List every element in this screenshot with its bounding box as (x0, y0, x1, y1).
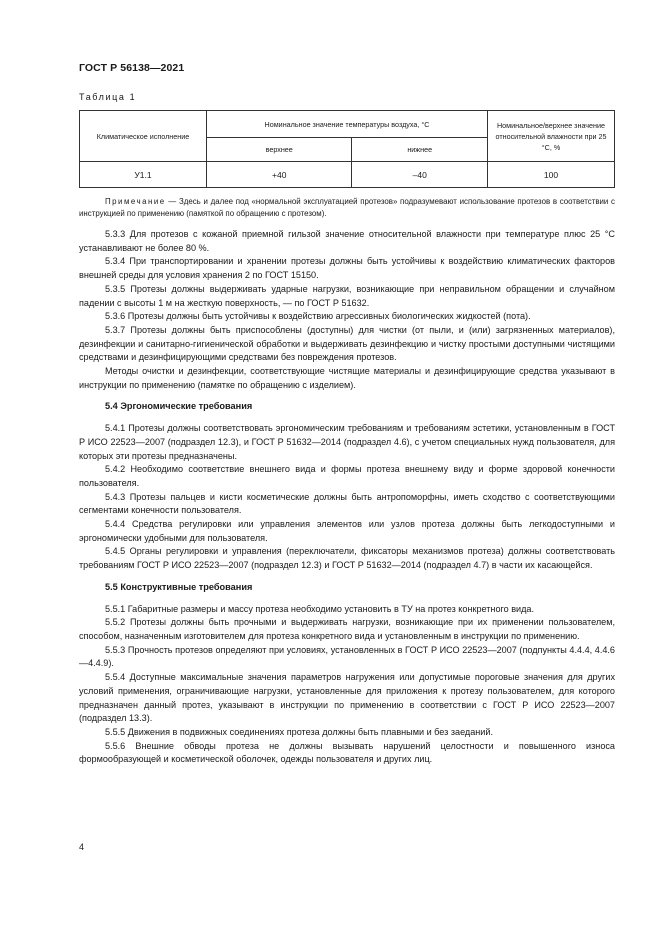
document-title: ГОСТ Р 56138—2021 (79, 62, 185, 74)
cell-climate: У1.1 (80, 162, 207, 188)
paragraph-5-3-4: 5.3.4 При транспортировании и хранении протезы должны быть устойчивы к воздействию климатических факторов внешней среды для условия хранения 2 по ГОСТ 15150. (79, 256, 615, 281)
paragraph-5-4-1: 5.4.1 Протезы должны соответствовать эргономическим требованиям и требованиям эстетики, установленным в ГОСТ Р ИСО 22523—2007 (подраздел 12.3), и ГОСТ Р 51632—2014 (подраздел 4.6), с учетом специальных нужд пользователя, для которых эти протезы предназначены. (79, 423, 615, 461)
section-heading-5-4: 5.4 Эргономические требования (105, 401, 253, 412)
header-climate: Климатическое исполнение (80, 111, 207, 162)
paragraph-5-5-3: 5.5.3 Прочность протезов определяют при условиях, установленных в ГОСТ Р ИСО 22523—2007 (подпункты 4.4.4, 4.4.6—4.4.9). (79, 644, 615, 669)
paragraph-5-3-7: 5.3.7 Протезы должны быть приспособлены (доступны) для чистки (от пыли, и (или) загрязненных материалов), дезинфекции и санитарно-гигиенической обработки и выдерживать дезинфекцию и чистку простыми доступными чистящими средствами и дезинфицирующими средствами без повреждения протезов. (79, 324, 615, 363)
paragraph-5-5-5: 5.5.5 Движения в подвижных соединениях протеза должны быть плавными и без заеданий. (105, 726, 493, 737)
paragraph-5-3-3: 5.3.3 Для протезов с кожаной приемной гильзой значение относительной влажности при температуре плюс 25 °С устанавливают не более 80 %. (79, 229, 615, 253)
paragraph-5-4-2: 5.4.2 Необходимо соответствие внешнего вида и формы протеза внешнему виду и форме здоровой конечности пользователя. (79, 464, 615, 488)
page-number: 4 (79, 842, 85, 852)
cell-upper: +40 (207, 162, 352, 188)
climate-table (79, 110, 615, 188)
paragraph-5-5-4: 5.5.4 Доступные максимальные значения параметров нагружения или допустимые пороговые значения для других условий применения, ограничивающие нагрузки, установленные для приложения к протезу пользователем, для которого предназначен данный протез, указывают в инструкции по применению в соответствии с ГОСТ Р ИСО 22523—2007 (подраздел 13.3). (79, 672, 615, 724)
paragraph-5-4-5: 5.4.5 Органы регулировки и управления (переключатели, фиксаторы механизмов протеза) должны соответствовать требованиям ГОСТ Р ИСО 22523—2007 (подраздел 12.3) и ГОСТ Р 51632—2014 (подраздел 4.7) в части их касающейся. (79, 546, 615, 571)
table-caption: Таблица 1 (79, 92, 137, 102)
header-temperature: Номинальное значение температуры воздуха, °С (207, 111, 488, 138)
note-label: Примечание (105, 197, 166, 206)
paragraph-5-4-4: 5.4.4 Средства регулировки или управления элементов или узлов протеза должны быть легкодоступными и эргономически удобными для пользователя. (79, 519, 615, 543)
cell-lower: –40 (352, 162, 488, 188)
header-humidity: Номинальное/верхнее значение относительной влажности при 25 °С, % (488, 111, 615, 162)
cell-humidity: 100 (488, 162, 615, 188)
paragraph-5-5-2: 5.5.2 Протезы должны быть прочными и выдерживать нагрузки, возникающие при их применении пользователем, способом, назначенным изготовителем для протеза конкретного вида и установленным в инструкции по применению. (79, 617, 615, 641)
table-note (79, 196, 615, 220)
paragraph-5-4-3: 5.4.3 Протезы пальцев и кисти косметические должны быть антропоморфны, иметь сходство с соответствующими сегментами конечности пользователя. (79, 491, 615, 516)
paragraph-5-3-7-methods: Методы очистки и дезинфекции, соответствующие чистящие материалы и дезинфицирующие средства указывают в инструкции по применению (памятке по обращению с изделием). (79, 366, 615, 390)
paragraph-5-5-6: 5.5.6 Внешние обводы протеза не должны вызывать нарушений целостности и повышенного износа формообразующей и косметической оболочек, одежды пользователя и других лиц. (79, 740, 615, 765)
document-body (79, 228, 615, 767)
paragraph-5-3-6: 5.3.6 Протезы должны быть устойчивы к воздействию агрессивных биологических жидкостей (пота). (105, 311, 531, 322)
section-heading-5-5: 5.5 Конструктивные требования (105, 581, 253, 592)
header-upper: верхнее (207, 138, 352, 162)
note-text: — Здесь и далее под «нормальной эксплуатацией протезов» подразумевают использование протезов в соответствии с инструкцией по применению (памяткой по обращению с протезом). (79, 197, 615, 218)
paragraph-5-5-1: 5.5.1 Габаритные размеры и массу протеза необходимо установить в ТУ на протез конкретного вида. (105, 603, 535, 614)
header-lower: нижнее (352, 138, 488, 162)
paragraph-5-3-5: 5.3.5 Протезы должны выдерживать ударные нагрузки, возникающие при неправильном обращении и случайном падении с высоты 1 м на жесткую поверхность, — по ГОСТ Р 51632. (79, 283, 615, 308)
